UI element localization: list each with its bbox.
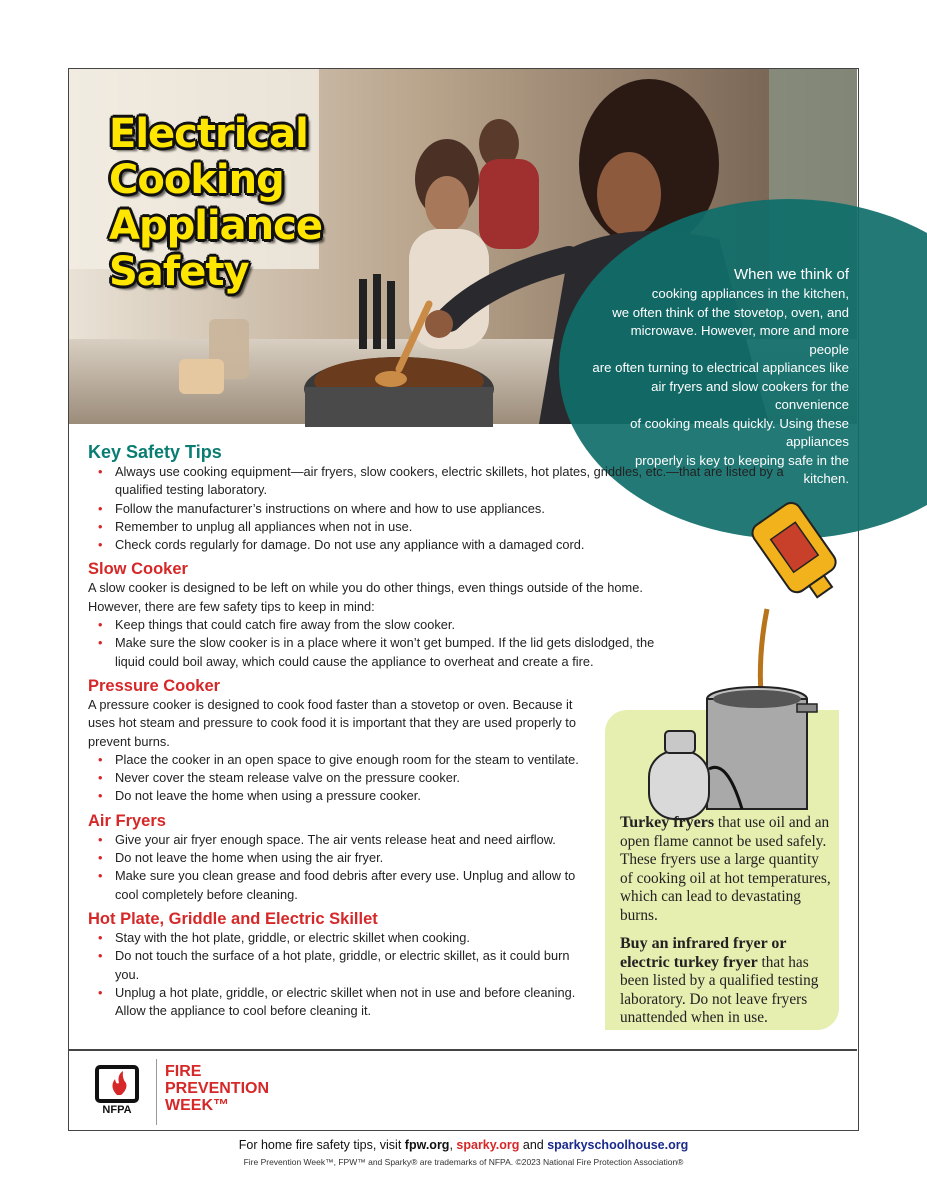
fpw-line: FIRE	[165, 1063, 202, 1080]
slow-cooker-text: A slow cooker is designed to be left on while you do other things, even things outside of the home. However, there are few safety tips to keep in mind:	[88, 580, 643, 614]
list-item: • Make sure the slow cooker is in a place where it won’t get bumped. If the lid gets dislodged, the liquid could boil away, which could cause the appliance to overheat and create a fire.	[88, 634, 668, 671]
list-item: • Never cover the steam release valve on the pressure cooker.	[88, 769, 618, 787]
turkey-paragraph-1	[620, 814, 832, 925]
air-fryers-heading: Air Fryers	[88, 811, 166, 830]
nfpa-logo	[95, 1065, 145, 1115]
intro-line: microwave. However, more and more people	[630, 323, 849, 357]
hot-plate-list	[88, 929, 593, 1020]
list-item: • Do not leave the home when using a pressure cooker.	[88, 787, 618, 805]
trademark-notice: Fire Prevention Week™, FPW™ and Sparky® are trademarks of NFPA. ©2023 National Fire Protection Association®	[243, 1157, 684, 1167]
fpw-line: WEEK™	[165, 1097, 229, 1114]
intro-line: air fryers and slow cookers for the convenience	[651, 378, 849, 412]
list-item: • Do not touch the surface of a hot plate, griddle, or electric skillet, as it could burn you.	[88, 947, 593, 984]
list-item: • Stay with the hot plate, griddle, or electric skillet when cooking.	[88, 929, 593, 947]
intro-line: we often think of the stovetop, oven, and	[612, 304, 849, 320]
page-title	[109, 111, 322, 295]
list-item: • Remember to unplug all appliances when not in use.	[88, 518, 828, 536]
list-item: • Follow the manufacturer’s instructions on where and how to use appliances.	[88, 500, 828, 518]
turkey-fryer-text	[620, 814, 832, 1028]
link-sparkyschoolhouse-org[interactable]: sparkyschoolhouse.org	[547, 1138, 689, 1152]
list-item: • Make sure you clean grease and food debris after every use. Unplug and allow to cool completely before cleaning.	[88, 867, 598, 904]
key-safety-tips-heading: Key Safety Tips	[88, 442, 222, 462]
slow-cooker-list	[88, 616, 668, 671]
turkey-fryer-illustration	[617, 509, 847, 819]
hot-plate-heading: Hot Plate, Griddle and Electric Skillet	[88, 909, 378, 928]
link-sparky-org[interactable]: sparky.org	[456, 1138, 520, 1152]
footer-links-line	[0, 1138, 927, 1152]
turkey-paragraph-2	[620, 935, 832, 1028]
list-item: • Do not leave the home when using the air fryer.	[88, 849, 598, 867]
turkey-bold-2: Buy an infrared fryer or electric turkey fryer	[620, 935, 787, 971]
air-fryers-list	[88, 831, 598, 904]
footer-divider	[69, 1049, 857, 1051]
pressure-cooker-text: A pressure cooker is designed to cook food faster than a stovetop or oven. Because it uses hot steam and pressure to cook food it is important that they are used properly to prevent burns.	[88, 696, 576, 749]
fpw-line: PREVENTION	[165, 1080, 270, 1097]
fire-prevention-week-wordmark	[165, 1063, 269, 1114]
list-item: • Unplug a hot plate, griddle, or electric skillet when not in use and before cleaning. Allow the appliance to cool before cleaning it.	[88, 984, 593, 1021]
slow-cooker-heading: Slow Cooker	[88, 560, 188, 579]
pressure-cooker-list	[88, 751, 618, 806]
intro-text	[589, 265, 849, 489]
title-line-3: Appliance	[109, 203, 322, 249]
footer-sep: and	[519, 1138, 548, 1152]
list-item: • Keep things that could catch fire away from the slow cooker.	[88, 616, 668, 634]
nfpa-logo-text: NFPA	[102, 1104, 132, 1116]
turkey-bold-1: Turkey fryers	[620, 814, 715, 831]
footer-prefix: For home fire safety tips, visit	[238, 1138, 405, 1152]
pressure-cooker-heading: Pressure Cooker	[88, 676, 221, 695]
title-line-1: Electrical	[109, 111, 308, 157]
footer-sep: ,	[449, 1138, 457, 1152]
intro-line: properly is key to keeping safe in the kitchen.	[634, 452, 849, 486]
list-item: • Place the cooker in an open space to give enough room for the steam to ventilate.	[88, 751, 618, 769]
list-item: • Always use cooking equipment—air fryers, slow cookers, electric skillets, hot plates, griddles, etc.—that are listed by a qualified testing laboratory.	[88, 463, 808, 500]
turkey-rest-1: that use oil and an open flame cannot be used safely. These fryers use a large quantity of cooking oil at hot temperatures, which can lead to devastating burns.	[620, 814, 831, 924]
list-item: • Check cords regularly for damage. Do not use any appliance with a damaged cord.	[88, 536, 828, 554]
link-fpw-org[interactable]: fpw.org	[404, 1138, 450, 1152]
turkey-rest-2: that has been listed by a qualified testing laboratory. Do not leave fryers unattended when in use.	[620, 953, 819, 1026]
title-line-2: Cooking	[109, 157, 284, 203]
intro-line: When we think of	[733, 266, 849, 283]
intro-line: are often turning to electrical appliances like	[592, 360, 849, 375]
document-frame	[68, 68, 859, 1131]
list-item: • Give your air fryer enough space. The air vents release heat and need airflow.	[88, 831, 598, 849]
footer-vertical-rule	[156, 1059, 157, 1125]
intro-line: cooking appliances in the kitchen,	[651, 286, 849, 301]
title-line-4: Safety	[109, 249, 249, 295]
intro-line: of cooking meals quickly. Using these appliances	[630, 415, 849, 449]
